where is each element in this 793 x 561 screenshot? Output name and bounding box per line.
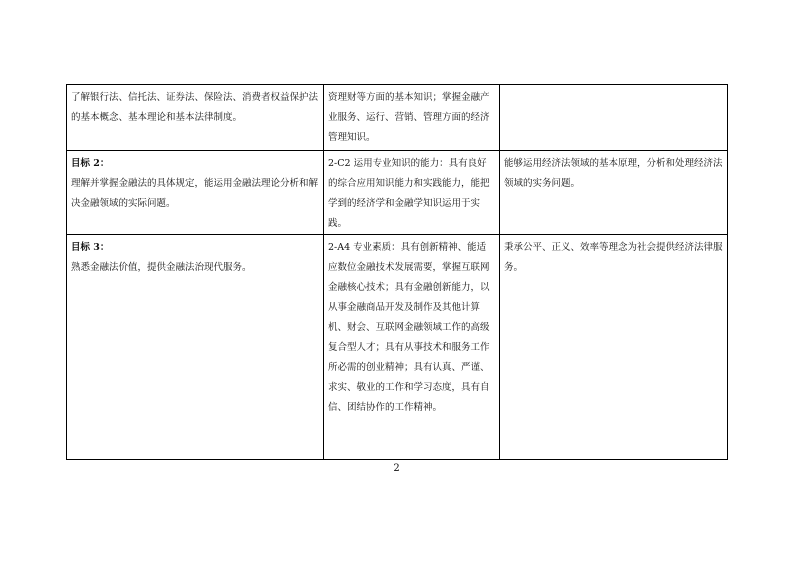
objective-label: 目标 3： (71, 242, 110, 253)
indicator-cell (500, 85, 728, 151)
objective-cell (67, 235, 324, 460)
requirement-cell (324, 151, 500, 235)
table-row (67, 85, 728, 151)
objectives-table (66, 84, 728, 460)
requirement-cell (324, 85, 500, 151)
objective-cell (67, 85, 324, 151)
requirement-text: 2-A4 专业素质：具有创新精神、能适应数位金融技术发展需要，掌握互联网金融核心技术；具有金融创新能力，以从事金融商品开发及制作及其他计算机、财会、互联网金融领域工作的高级复合型人才；具有从事技术和服务工作所必需的创业精神；具有认真、严谨、求实、敬业的工作和学习态度，具有自信、团结协作的工作精神。 (328, 242, 490, 413)
table-row (67, 151, 728, 235)
requirement-cell (324, 235, 500, 460)
objective-cell (67, 151, 324, 235)
objective-text: 了解银行法、信托法、证券法、保险法、消费者权益保护法的基本概念、基本理论和基本法律制度。 (71, 92, 319, 123)
objective-text: 熟悉金融法价值，提供金融法治现代服务。 (71, 262, 252, 273)
indicator-text: 能够运用经济法领域的基本原理，分析和处理经济法领域的实务问题。 (504, 158, 723, 189)
requirement-text: 资理财等方面的基本知识；掌握金融产业服务、运行、营销、管理方面的经济管理知识。 (328, 92, 490, 143)
requirement-text: 2-C2 运用专业知识的能力：具有良好的综合应用知识能力和实践能力，能把学到的经济学和金融学知识运用于实践。 (328, 158, 490, 229)
table-row (67, 235, 728, 460)
indicator-cell (500, 151, 728, 235)
indicator-cell (500, 235, 728, 460)
objective-text: 理解并掌握金融法的具体规定，能运用金融法理论分析和解决金融领域的实际问题。 (71, 178, 319, 209)
indicator-text: 秉承公平、正义、效率等理念为社会提供经济法律服务。 (504, 242, 723, 273)
objective-label: 目标 2： (71, 158, 110, 169)
page-number: 2 (393, 463, 400, 474)
